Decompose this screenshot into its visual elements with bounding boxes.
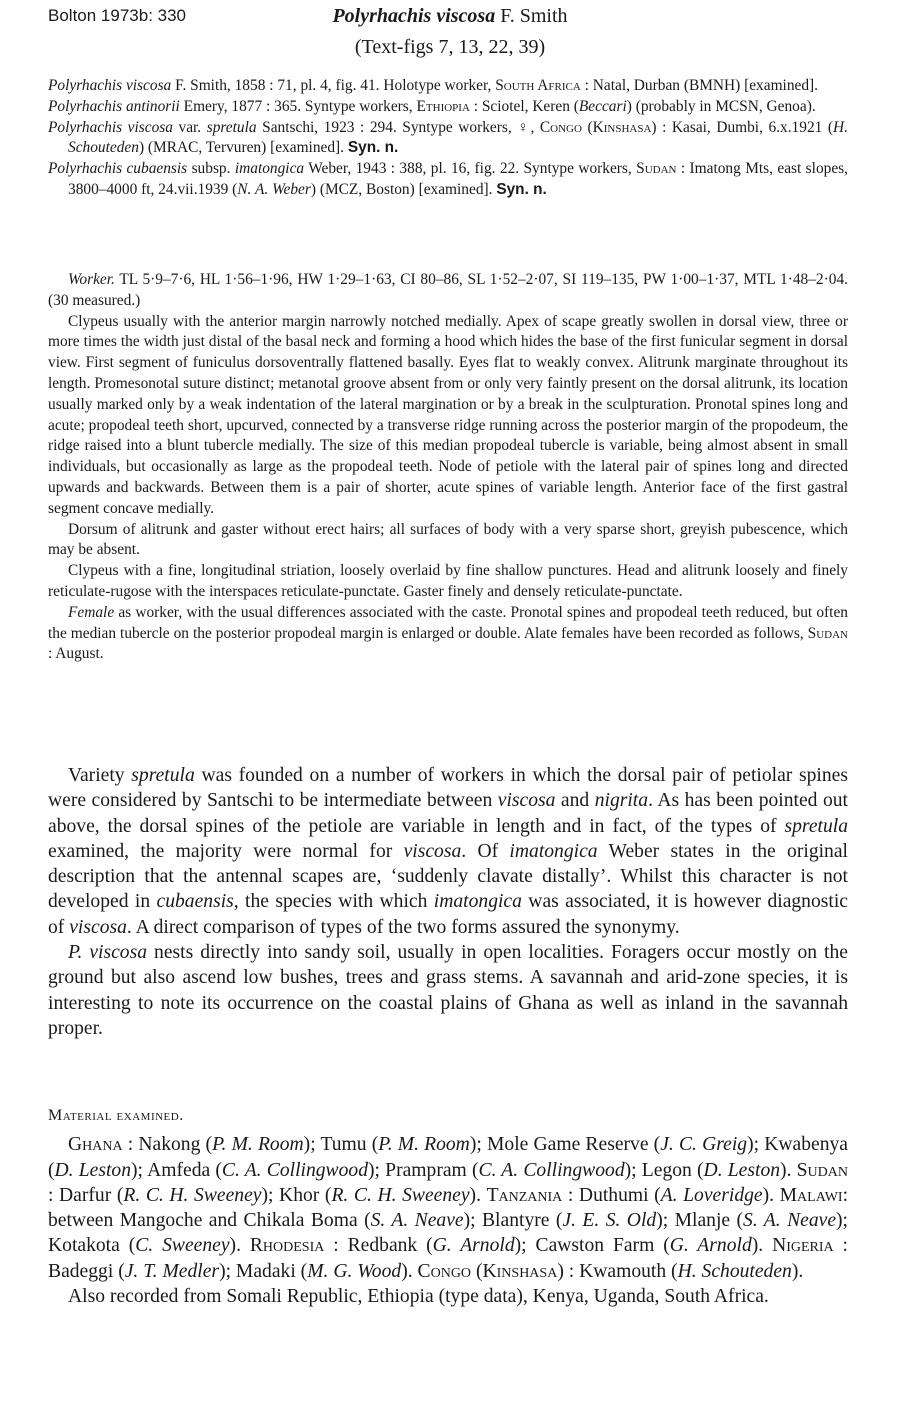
material-examined-section — [48, 1103, 848, 1309]
synonymy-entry: Polyrhachis viscosa F. Smith, 1858 : 71, pl. 4, fig. 41. Holotype worker, South Africa : Natal, Durban (BMNH) [examined]. — [48, 77, 819, 94]
species-name: Polyrhachis viscosa — [332, 5, 496, 27]
description-paragraph: Worker. TL 5·9–7·6, HL 1·56–1·96, HW 1·29–1·63, CI 80–86, SL 1·52–2·07, SI 119–135, PW 1·00–1·37, MTL 1·48–2·04. (30 measured.) — [48, 271, 848, 309]
species-author: F. Smith — [500, 5, 568, 27]
text-figs-reference: (Text-figs 7, 13, 22, 39) — [354, 36, 546, 58]
species-title — [0, 5, 900, 28]
description-paragraph: Dorsum of alitrunk and gaster without erect hairs; all surfaces of body with a very sparse short, greyish pubescence, which may be absent. — [48, 520, 848, 559]
reference-citation: Bolton 1973b: 330 — [48, 6, 187, 25]
synonymy-entry: Polyrhachis antinorii Emery, 1877 : 365. Syntype workers, Ethiopia : Sciotel, Keren (Beccari) (probably in MCSN, Genoa). — [48, 97, 816, 115]
description-paragraph: Female as worker, with the usual differences associated with the caste. Pronotal spines and propodeal teeth reduced, but often the median tubercle on the posterior propodeal margin is enlarged or double. Alate females have been recorded as follows, Sudan : August. — [48, 603, 848, 663]
synonymy-entry: Polyrhachis viscosa var. spretula Santschi, 1923 : 294. Syntype workers, ♀, Congo (Kinshasa) : Kasai, Dumbi, 6.x.1921 (H. Schouteden) (MRAC, Tervuren) [examined]. Syn. n. — [48, 118, 848, 157]
material-paragraph: Ghana : Nakong (P. M. Room); Tumu (P. M. Room); Mole Game Reserve (J. C. Greig); Kwabenya (D. Leston); Amfeda (C. A. Collingwood); Prampram (C. A. Collingwood); Legon (D. Leston). Sudan : Darfur (R. C. H. Sweeney); Khor (R. C. H. Sweeney). Tanzania : Duthumi (A. Loveridge). Malawi: between Mangoche and Chikala Boma (S. A. Neave); Blantyre (J. E. S. Old); Mlanje (S. A. Neave); Kotakota (C. Sweeney). Rhodesia : Redbank (G. Arnold); Cawston Farm (G. Arnold). Nigeria : Badeggi (J. T. Medler); Madaki (M. G. Wood). Congo (Kinshasa) : Kwamouth (H. Schouteden). — [48, 1134, 849, 1282]
synonymy-list — [48, 76, 848, 201]
description-paragraph: Clypeus usually with the anterior margin narrowly notched medially. Apex of scape greatly swollen in dorsal view, three or more times the width just distal of the basal neck and forming a hood which hides the base of the first funicular segment in dorsal view. First segment of funiculus dorsoventrally flattened basally. Eyes flat to weakly convex. Alitrunk marginate throughout its length. Promesonotal suture distinct; metanotal groove absent from or only very faintly present on the dorsal alitrunk, its location usually marked only by a weak indentation of the lateral margination or by a break in the sculpturation. Pronotal spines long and acute; propodeal teeth short, upcurved, connected by a transverse ridge running across the posterior margin of the propodeum, the ridge raised into a blunt tubercle medially. The size of this median propodeal tubercle is variable, being almost absent in small individuals, but occasionally as large as the propodeal teeth. Node of petiole with the lateral pair of spines long and directed upwards and backwards. Between them is a pair of shorter, acute spines of variable length. Anterior face of the first gastral segment concave medially. — [48, 312, 848, 517]
material-heading: Material examined. — [48, 1107, 184, 1124]
discussion-section — [48, 763, 848, 1041]
material-paragraph: Also recorded from Somali Republic, Ethiopia (type data), Kenya, Uganda, South Africa. — [68, 1286, 769, 1308]
discussion-paragraph: P. viscosa nests directly into sandy soil, usually in open localities. Foragers occur mostly on the ground but also ascend low bushes, trees and grass stems. A savannah and arid-zone species, it is interesting to note its occurrence on the coastal plains of Ghana as well as inland in the savannah proper. — [48, 942, 848, 1039]
description-paragraph: Clypeus with a fine, longitudinal striation, loosely overlaid by fine shallow punctures. Head and alitrunk loosely and finely reticulate-rugose with the interspaces reticulate-punctate. Gaster finely and densely reticulate-punctate. — [48, 562, 848, 600]
synonymy-entry: Polyrhachis cubaensis subsp. imatongica Weber, 1943 : 388, pl. 16, fig. 22. Syntype workers, Sudan : Imatong Mts, east slopes, 3800–4000 ft, 24.vii.1939 (N. A. Weber) (MCZ, Boston) [examined]. Syn. n. — [48, 160, 848, 198]
description-section — [48, 270, 848, 665]
discussion-paragraph: Variety spretula was founded on a number of workers in which the dorsal pair of petiolar spines were considered by Santschi to be intermediate between viscosa and nigrita. As has been pointed out above, the dorsal spines of the petiole are variable in length and in fact, of the types of spretula examined, the majority were normal for viscosa. Of imatongica Weber states in the original description that the antennal scapes are, ‘suddenly clavate distally’. Whilst this character is not developed in cubaensis, the species with which imatongica was associated, it is however diagnostic of viscosa. A direct comparison of types of the two forms assured the synonymy. — [48, 765, 848, 938]
material-body — [48, 1132, 848, 1309]
